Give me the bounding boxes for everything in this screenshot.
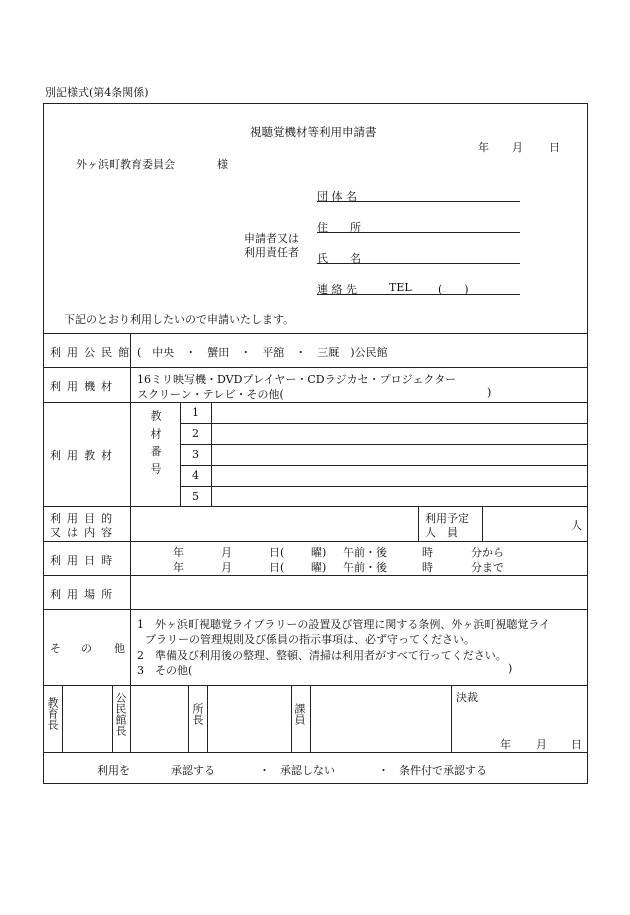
- material-number-label: 教材番号: [149, 410, 162, 481]
- decision-label: 決裁: [456, 691, 478, 704]
- contact-label: 連 絡 先: [317, 283, 357, 296]
- equipment-options-2[interactable]: スクリーン・テレビ・その他(: [137, 388, 284, 401]
- option-separator: ・: [259, 764, 270, 777]
- end-weekday[interactable]: 曜): [311, 561, 327, 574]
- hall-options[interactable]: ( 中央 ・ 蟹田 ・ 平舘 ・ 三厩 )公民館: [137, 346, 388, 359]
- org-name-field[interactable]: [317, 201, 520, 202]
- divider: [482, 506, 483, 541]
- hall-chief-label: 公民館長: [114, 692, 127, 736]
- divider: [418, 506, 419, 541]
- addressee: 外ヶ浜町教育委員会: [76, 158, 175, 171]
- end-minute[interactable]: 分まで: [471, 561, 504, 574]
- applicant-label-1: 申請者又は: [244, 232, 299, 245]
- divider: [62, 685, 63, 752]
- divider: [43, 609, 588, 610]
- address-label: 住 所: [317, 221, 361, 234]
- form-title: 視聴覚機材等利用申請書: [250, 125, 377, 139]
- divider: [180, 444, 588, 445]
- divider: [211, 402, 212, 506]
- material-number-4: 4: [192, 469, 199, 482]
- org-name-label: 団 体 名: [317, 190, 357, 203]
- end-day[interactable]: 日(: [269, 561, 285, 574]
- honorific: 様: [217, 158, 228, 171]
- date-day[interactable]: 日: [549, 141, 560, 154]
- decision-year[interactable]: 年: [500, 738, 511, 751]
- tel-label: TEL: [389, 281, 412, 294]
- decision-day[interactable]: 日: [571, 738, 582, 751]
- start-minute[interactable]: 分から: [471, 546, 504, 559]
- divider: [188, 685, 189, 752]
- address-field[interactable]: [317, 232, 520, 233]
- divider: [112, 685, 113, 752]
- conditional-approve-option[interactable]: 条件付で承認する: [399, 764, 487, 777]
- applicant-label-2: 利用責任者: [244, 246, 299, 259]
- divider: [180, 423, 588, 424]
- edu-chief-label: 教育長: [46, 697, 59, 730]
- use-prefix: 利用を: [97, 764, 130, 777]
- equipment-label: 利用機材: [50, 380, 119, 393]
- divider: [180, 465, 588, 466]
- divider: [43, 333, 588, 334]
- director-label: 所長: [191, 703, 204, 725]
- name-label: 氏 名: [317, 252, 361, 265]
- other-label-1: そ: [50, 642, 61, 655]
- name-field[interactable]: [317, 263, 520, 264]
- date-year[interactable]: 年: [478, 141, 489, 154]
- material-number-5: 5: [192, 490, 199, 503]
- end-hour[interactable]: 時: [422, 561, 433, 574]
- datetime-label: 利用日時: [50, 554, 119, 567]
- divider: [43, 541, 588, 542]
- start-month[interactable]: 月: [221, 546, 232, 559]
- divider: [180, 486, 588, 487]
- date-month[interactable]: 月: [512, 141, 523, 154]
- divider: [207, 685, 208, 752]
- intro-text: 下記のとおり利用したいので申請いたします。: [64, 313, 295, 326]
- other-note-1b: ブラリーの管理規則及び係員の指示事項は、必ず守ってください。: [145, 633, 475, 646]
- divider: [43, 506, 588, 507]
- equipment-options-1[interactable]: 16ミリ映写機・DVDプレイヤー・CDラジカセ・プロジェクター: [137, 373, 457, 386]
- other-note-1a: 1 外ヶ浜町視聴覚ライブラリーの設置及び管理に関する条例、外ヶ浜町視聴覚ライ: [137, 618, 551, 631]
- other-note-3-close: ): [508, 662, 513, 675]
- material-number-1: 1: [192, 406, 199, 419]
- hall-label: 利用公民館: [50, 346, 136, 359]
- divider: [291, 685, 292, 752]
- divider: [130, 685, 131, 752]
- divider: [451, 685, 452, 752]
- other-label-3: 他: [114, 642, 125, 655]
- divider: [310, 685, 311, 752]
- divider: [43, 575, 588, 576]
- section-staff-label: 課員: [293, 703, 306, 725]
- material-label: 利用教材: [50, 449, 119, 462]
- start-hour[interactable]: 時: [422, 546, 433, 559]
- divider: [43, 752, 588, 753]
- material-number-2: 2: [192, 427, 199, 440]
- people-label-1: 利用予定: [425, 512, 469, 525]
- divider: [43, 685, 588, 686]
- divider: [130, 333, 131, 685]
- divider: [180, 402, 181, 506]
- place-label: 利用場所: [50, 588, 119, 601]
- approve-option[interactable]: 承認する: [171, 764, 215, 777]
- tel-paren: ( ): [438, 283, 469, 296]
- purpose-label-1: 利用目的: [50, 512, 119, 525]
- header-note: 別記様式(第4条関係): [45, 86, 149, 99]
- start-ampm[interactable]: 午前・後: [343, 546, 387, 559]
- not-approve-option[interactable]: 承認しない: [280, 764, 335, 777]
- other-note-3[interactable]: 3 その他(: [137, 664, 193, 677]
- decision-month[interactable]: 月: [536, 738, 547, 751]
- material-number-3: 3: [192, 448, 199, 461]
- end-month[interactable]: 月: [221, 561, 232, 574]
- people-unit: 人: [571, 519, 582, 532]
- end-ampm[interactable]: 午前・後: [343, 561, 387, 574]
- purpose-label-2: 又は内容: [50, 526, 119, 539]
- start-weekday[interactable]: 曜): [311, 546, 327, 559]
- people-label-2: 人 員: [425, 526, 458, 539]
- start-day[interactable]: 日(: [269, 546, 285, 559]
- other-note-2: 2 準備及び利用後の整理、整頓、清掃は利用者がすべて行ってください。: [137, 649, 507, 662]
- option-separator: ・: [378, 764, 389, 777]
- start-year[interactable]: 年: [173, 546, 184, 559]
- divider: [43, 402, 588, 403]
- contact-field[interactable]: [317, 294, 520, 295]
- end-year[interactable]: 年: [173, 561, 184, 574]
- equipment-close-paren: ): [487, 386, 492, 399]
- divider: [43, 367, 588, 368]
- other-label-2: の: [81, 642, 92, 655]
